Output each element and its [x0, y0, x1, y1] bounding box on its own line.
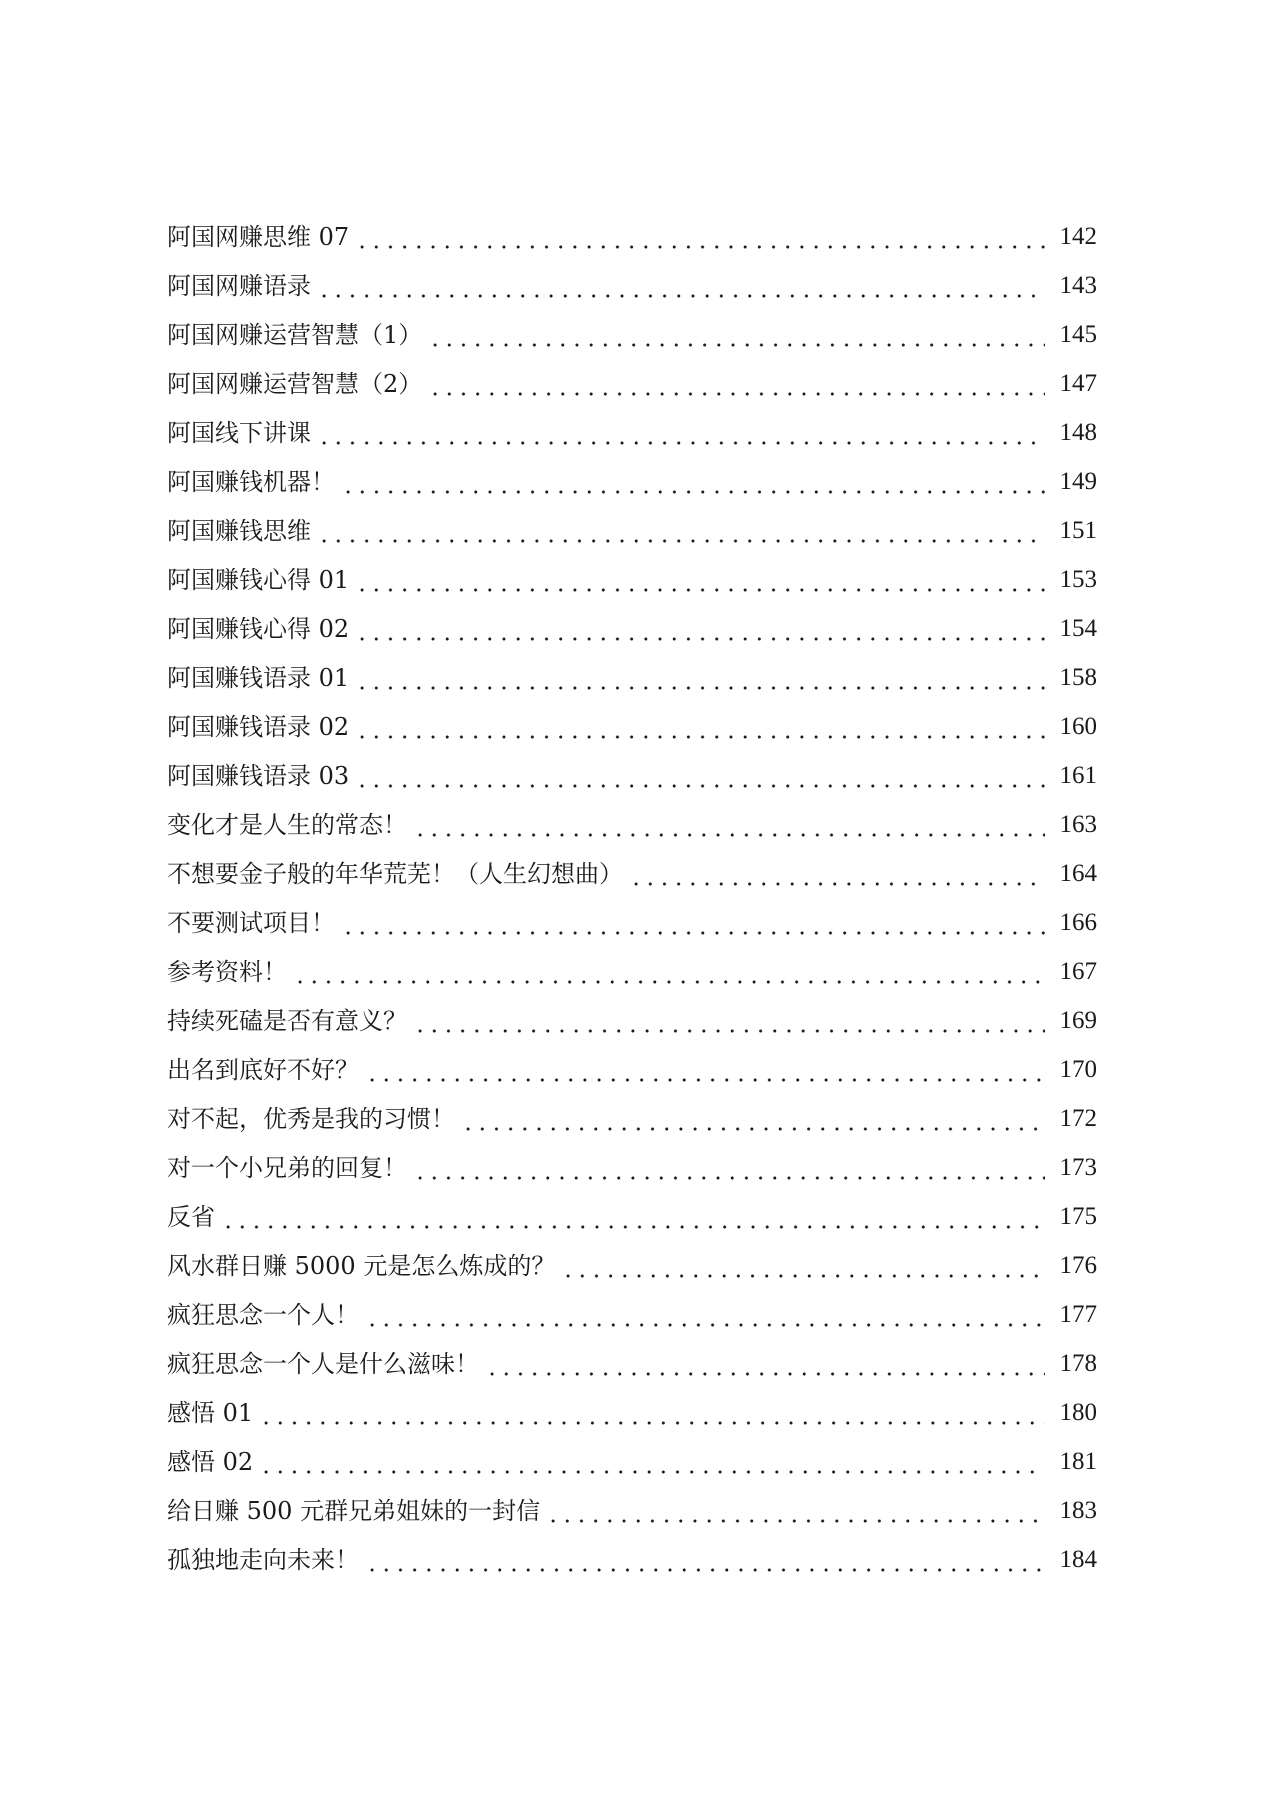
- toc-entry[interactable]: [167, 1526, 1097, 1575]
- dot-leader: [293, 957, 1045, 987]
- toc-entry-title: 阿国赚钱机器！: [167, 468, 335, 496]
- toc-entry[interactable]: [167, 1183, 1097, 1232]
- toc-entry[interactable]: [167, 791, 1097, 840]
- dot-leader: [428, 369, 1045, 399]
- toc-entry-title: 风水群日赚 5000 元是怎么炼成的？: [167, 1252, 556, 1280]
- toc-entry-title: 阿国线下讲课: [167, 419, 311, 447]
- toc-entry-page: 164: [1059, 860, 1097, 887]
- toc-entry[interactable]: [167, 1428, 1097, 1477]
- toc-entry[interactable]: [167, 1036, 1097, 1085]
- dot-leader: [355, 565, 1045, 595]
- toc-entry-page: 151: [1059, 517, 1097, 544]
- dot-leader: [355, 222, 1045, 252]
- toc-entry[interactable]: [167, 742, 1097, 791]
- toc-entry[interactable]: [167, 1085, 1097, 1134]
- toc-entry[interactable]: [167, 350, 1097, 399]
- toc-entry[interactable]: [167, 1330, 1097, 1379]
- toc-entry-title: 对一个小兄弟的回复！: [167, 1154, 407, 1182]
- dot-leader: [259, 1447, 1045, 1477]
- toc-entry-title: 持续死磕是否有意义？: [167, 1007, 407, 1035]
- dot-leader: [317, 271, 1045, 301]
- toc-entry-title: 阿国赚钱心得 02: [167, 615, 350, 643]
- toc-entry-title: 感悟 02: [167, 1448, 254, 1476]
- toc-entry[interactable]: [167, 1477, 1097, 1526]
- toc-entry-page: 178: [1059, 1350, 1097, 1377]
- dot-leader: [413, 1153, 1045, 1183]
- dot-leader: [365, 1545, 1045, 1575]
- toc-entry[interactable]: [167, 595, 1097, 644]
- toc-entry-title: 阿国赚钱语录 01: [167, 664, 350, 692]
- dot-leader: [221, 1202, 1045, 1232]
- toc-entry-title: 反省: [167, 1203, 215, 1231]
- dot-leader: [413, 810, 1045, 840]
- toc-entry[interactable]: [167, 987, 1097, 1036]
- toc-entry[interactable]: [167, 644, 1097, 693]
- toc-entry-page: 169: [1059, 1007, 1097, 1034]
- toc-entry[interactable]: [167, 840, 1097, 889]
- toc-entry-title: 出名到底好不好？: [167, 1056, 359, 1084]
- toc-entry[interactable]: [167, 546, 1097, 595]
- toc-entry[interactable]: [167, 252, 1097, 301]
- toc-entry-title: 参考资料！: [167, 958, 287, 986]
- toc-entry[interactable]: [167, 203, 1097, 252]
- dot-leader: [428, 320, 1045, 350]
- toc-entry[interactable]: [167, 938, 1097, 987]
- toc-entry-title: 阿国网赚思维 07: [167, 223, 350, 251]
- toc-entry-title: 疯狂思念一个人是什么滋味！: [167, 1350, 479, 1378]
- toc-entry-page: 161: [1059, 762, 1097, 789]
- toc-entry-page: 181: [1059, 1448, 1097, 1475]
- toc-entry-page: 149: [1059, 468, 1097, 495]
- toc-entry-title: 阿国网赚语录: [167, 272, 311, 300]
- toc-entry-title: 阿国赚钱语录 03: [167, 762, 350, 790]
- toc-entry-page: 147: [1059, 370, 1097, 397]
- toc-entry-title: 不要测试项目！: [167, 909, 335, 937]
- dot-leader: [546, 1496, 1045, 1526]
- toc-entry[interactable]: [167, 1134, 1097, 1183]
- dot-leader: [341, 908, 1045, 938]
- toc-entry-title: 不想要金子般的年华荒芜！（人生幻想曲）: [167, 860, 623, 888]
- dot-leader: [461, 1104, 1045, 1134]
- toc-entry-page: 175: [1059, 1203, 1097, 1230]
- dot-leader: [355, 712, 1045, 742]
- dot-leader: [355, 614, 1045, 644]
- toc-entry-page: 172: [1059, 1105, 1097, 1132]
- dot-leader: [365, 1300, 1045, 1330]
- toc-entry-page: 163: [1059, 811, 1097, 838]
- toc-entry-page: 167: [1059, 958, 1097, 985]
- toc-entry-title: 阿国赚钱语录 02: [167, 713, 350, 741]
- dot-leader: [355, 761, 1045, 791]
- toc-entry-page: 143: [1059, 272, 1097, 299]
- toc-entry[interactable]: [167, 1379, 1097, 1428]
- toc-entry-page: 166: [1059, 909, 1097, 936]
- toc-entry-page: 173: [1059, 1154, 1097, 1181]
- toc-entry[interactable]: [167, 448, 1097, 497]
- toc-entry-title: 对不起，优秀是我的习惯！: [167, 1105, 455, 1133]
- toc-entry-title: 给日赚 500 元群兄弟姐妹的一封信: [167, 1497, 541, 1525]
- dot-leader: [341, 467, 1045, 497]
- dot-leader: [259, 1398, 1045, 1428]
- dot-leader: [317, 516, 1045, 546]
- toc-entry-page: 170: [1059, 1056, 1097, 1083]
- toc-entry[interactable]: [167, 399, 1097, 448]
- toc-entry-title: 变化才是人生的常态！: [167, 811, 407, 839]
- toc-entry[interactable]: [167, 693, 1097, 742]
- toc-entry-page: 153: [1059, 566, 1097, 593]
- dot-leader: [355, 663, 1045, 693]
- toc-entry-page: 158: [1059, 664, 1097, 691]
- dot-leader: [485, 1349, 1045, 1379]
- toc-entry-title: 阿国网赚运营智慧（1）: [167, 321, 423, 349]
- toc-entry-page: 180: [1059, 1399, 1097, 1426]
- toc-entry-page: 183: [1059, 1497, 1097, 1524]
- toc-entry-title: 阿国赚钱思维: [167, 517, 311, 545]
- table-of-contents: [167, 203, 1097, 1575]
- toc-entry[interactable]: [167, 497, 1097, 546]
- toc-entry[interactable]: [167, 1281, 1097, 1330]
- toc-entry[interactable]: [167, 1232, 1097, 1281]
- toc-entry-page: 177: [1059, 1301, 1097, 1328]
- dot-leader: [413, 1006, 1045, 1036]
- dot-leader: [561, 1251, 1045, 1281]
- toc-entry-page: 176: [1059, 1252, 1097, 1279]
- toc-entry-title: 阿国网赚运营智慧（2）: [167, 370, 423, 398]
- toc-entry-page: 154: [1059, 615, 1097, 642]
- toc-entry-title: 感悟 01: [167, 1399, 254, 1427]
- toc-entry-title: 孤独地走向未来！: [167, 1546, 359, 1574]
- toc-entry[interactable]: [167, 889, 1097, 938]
- toc-entry-page: 160: [1059, 713, 1097, 740]
- toc-entry-title: 疯狂思念一个人！: [167, 1301, 359, 1329]
- toc-entry-page: 145: [1059, 321, 1097, 348]
- toc-entry[interactable]: [167, 301, 1097, 350]
- toc-entry-page: 148: [1059, 419, 1097, 446]
- toc-entry-page: 142: [1059, 223, 1097, 250]
- toc-entry-title: 阿国赚钱心得 01: [167, 566, 350, 594]
- toc-entry-page: 184: [1059, 1546, 1097, 1573]
- dot-leader: [629, 859, 1045, 889]
- dot-leader: [317, 418, 1045, 448]
- dot-leader: [365, 1055, 1045, 1085]
